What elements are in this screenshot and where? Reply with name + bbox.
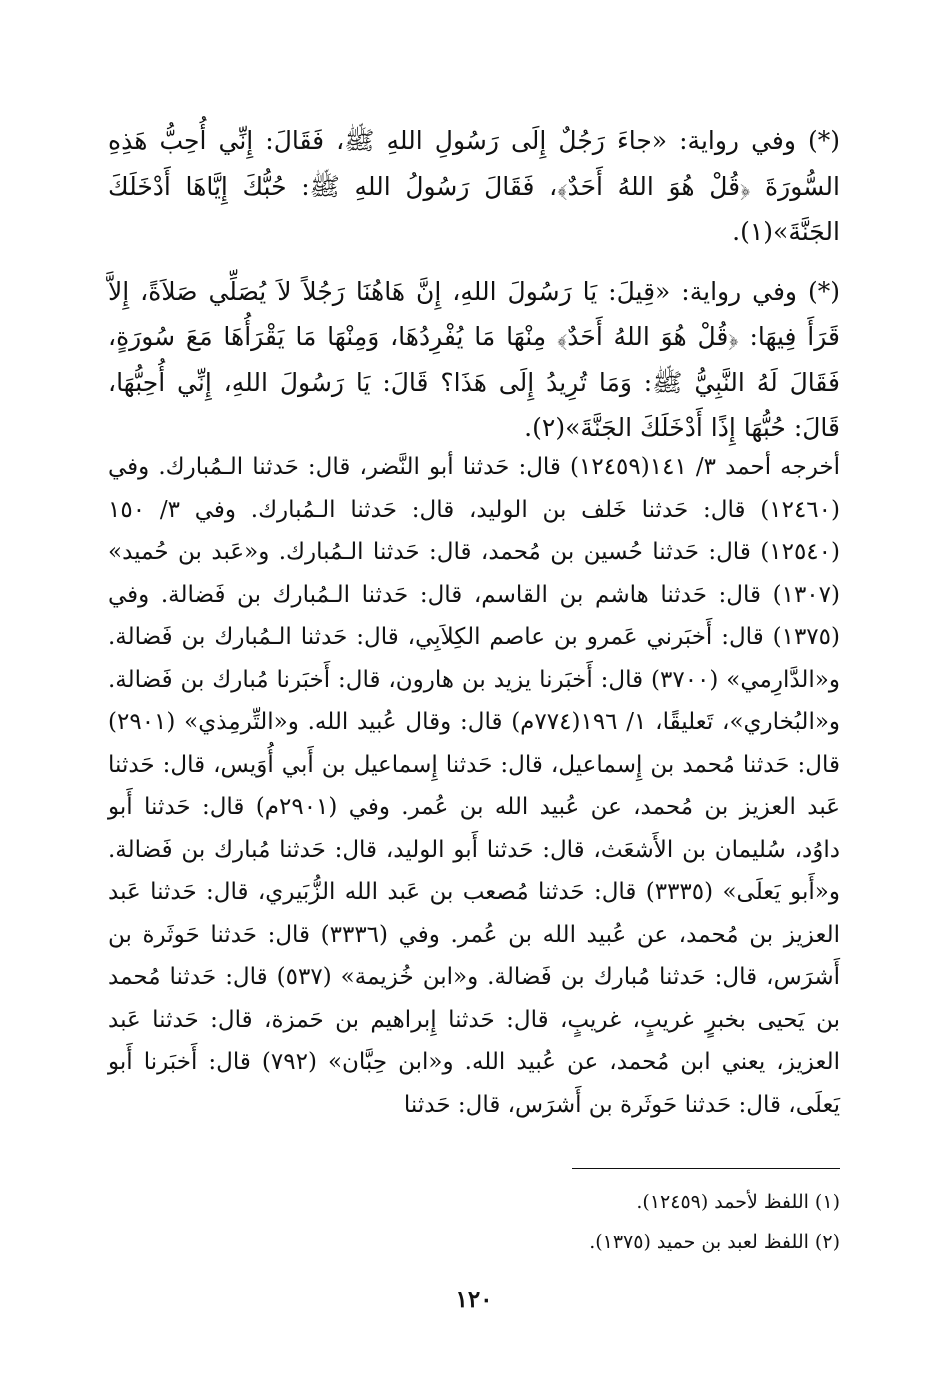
takhrij-section	[108, 446, 840, 1126]
footnote-divider	[572, 1168, 840, 1169]
footnote-2: (٢) اللفظ لعبد بن حميد (١٣٧٥).	[589, 1231, 840, 1253]
hadith-section	[108, 118, 840, 451]
page-number: ١٢٠	[455, 1286, 493, 1313]
hadith-narration-2: (*) وفي رواية: «قِيلَ: يَا رَسُولَ اللهِ، إِنَّ هَاهُنَا رَجُلاً لاَ يُصَلِّي صَلاَةً، إِلاَّ قَرَأَ فِيهَا: ﴿قُلْ هُوَ اللهُ أَحَدٌ﴾ مِنْهَا مَا يُفْرِدُهَا، وَمِنْهَا مَا يَقْرَأُهَا مَعَ سُورَةٍ، فَقَالَ لَهُ النَّبِيُّ ﷺ: وَمَا تُرِيدُ إِلَى هَذَا؟ قَالَ: يَا رَسُولَ اللهِ، إِنِّي أُحِبُّهَا، قَالَ: حُبُّهَا إِذًا أَدْخَلَكَ الجَنَّةَ»(٢).	[108, 276, 840, 442]
footnote-1: (١) اللفظ لأحمد (١٢٤٥٩).	[636, 1191, 840, 1213]
footnotes	[108, 1182, 840, 1262]
hadith-narration-1: (*) وفي رواية: «جاءَ رَجُلٌ إِلَى رَسُولِ اللهِ ﷺ، فَقَالَ: إِنِّي أُحِبُّ هَذِهِ السُّورَةَ ﴿قُلْ هُوَ اللهُ أَحَدٌ﴾، فَقَالَ رَسُولُ اللهِ ﷺ: حُبُّكَ إِيَّاهَا أَدْخَلَكَ الجَنَّةَ»(١).	[108, 126, 840, 246]
takhrij-paragraph: أخرجه أحمد ٣/ ١٤١(١٢٤٥٩) قال: حَدثنا أبو النَّضر، قال: حَدثنا الـمُبارك. وفي (١٢٤٦٠) قال: حَدثنا خَلف بن الوليد، قال: حَدثنا الـمُبارك. وفي ٣/ ١٥٠ (١٢٥٤٠) قال: حَدثنا حُسين بن مُحمد، قال: حَدثنا الـمُبارك. و«عَبد بن حُميد» (١٣٠٧) قال: حَدثنا هاشم بن القاسم، قال: حَدثنا الـمُبارك بن فَضالة. وفي (١٣٧٥) قال: أَخبَرني عَمرو بن عاصم الكِلاَبِي، قال: حَدثنا الـمُبارك بن فَضالة. و«الدَّارِمي» (٣٧٠٠) قال: أَخبَرنا يزيد بن هارون، قال: أَخبَرنا مُبارك بن فَضالة. و«البُخاري»، تَعليقًا، ١/ ١٩٦(٧٧٤م) قال: وقال عُبيد الله. و«التِّرمِذي» (٢٩٠١) قال: حَدثنا مُحمد بن إِسماعيل، قال: حَدثنا إِسماعيل بن أَبي أُوَيس، قال: حَدثنا عَبد العزيز بن مُحمد، عن عُبيد الله بن عُمر. وفي (٢٩٠١م) قال: حَدثنا أَبو داوُد، سُليمان بن الأَشعَث، قال: حَدثنا أَبو الوليد، قال: حَدثنا مُبارك بن فَضالة. و«أَبو يَعلَى» (٣٣٣٥) قال: حَدثنا مُصعب بن عَبد الله الزُّبَيري، قال: حَدثنا عَبد العزيز بن مُحمد، عن عُبيد الله بن عُمر. وفي (٣٣٣٦) قال: حَدثنا حَوثَرة بن أَشرَس، قال: حَدثنا مُبارك بن فَضالة. و«ابن خُزيمة» (٥٣٧) قال: حَدثنا مُحمد بن يَحيى بخبرٍ غريبٍ، غريبٍ، قال: حَدثنا إِبراهيم بن حَمزة، قال: حَدثنا عَبد العزيز، يعني ابن مُحمد، عن عُبيد الله. و«ابن حِبَّان» (٧٩٢) قال: أَخبَرنا أَبو يَعلَى، قال: حَدثنا حَوثَرة بن أَشرَس، قال: حَدثنا	[108, 454, 841, 1118]
